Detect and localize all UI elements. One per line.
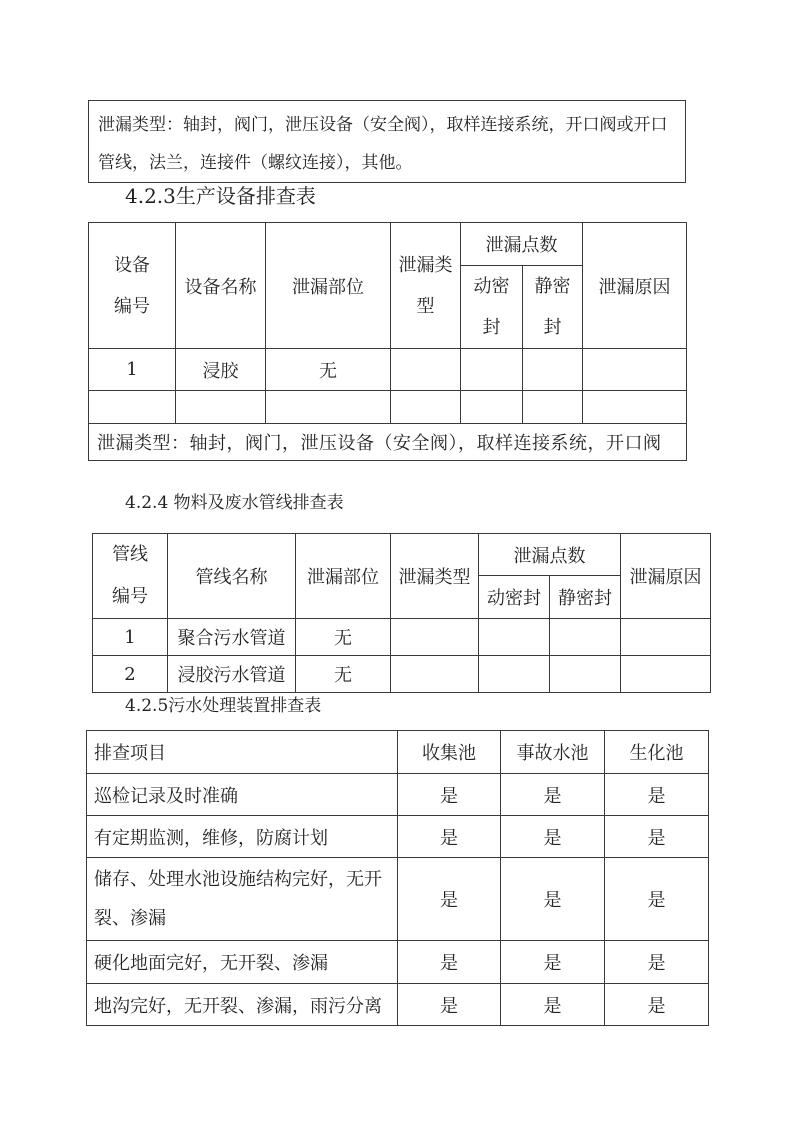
table-row (87, 816, 709, 858)
cell-value: 是 (501, 816, 605, 858)
header-leak-part: 泄漏部位 (266, 223, 391, 349)
header-text: 型 (416, 295, 435, 317)
header-text: 管线 (112, 544, 148, 565)
item-text-line-1: 储存、处理水池设施结构完好，无开 (94, 869, 382, 890)
table-row (87, 984, 709, 1026)
cell-value: 是 (605, 816, 709, 858)
leak-type-note-box (88, 100, 686, 183)
cell-leak-part: 无 (296, 656, 391, 693)
sewage-facility-inspection-table (86, 730, 709, 1026)
header-dynamic-seal: 动密封 (479, 576, 550, 619)
cell-value: 是 (605, 858, 709, 941)
section-heading-4-2-4: 4.2.4 物料及废水管线排查表 (125, 493, 344, 513)
header-emergency-tank: 事故水池 (501, 731, 605, 774)
header-equipment-id (89, 223, 176, 349)
cell-value: 是 (605, 941, 709, 984)
cell-leak-cause (583, 349, 687, 391)
header-static-seal (523, 266, 583, 349)
cell-value: 是 (501, 941, 605, 984)
section-heading-4-2-3: 4.2.3生产设备排查表 (125, 184, 316, 208)
cell-dynamic-seal (479, 656, 550, 693)
cell-leak-type (391, 656, 479, 693)
header-text: 封 (543, 317, 562, 338)
header-text: 泄漏类 (398, 254, 453, 276)
empty-cell (176, 391, 266, 424)
header-leak-part: 泄漏部位 (296, 534, 391, 619)
cell-pipeline-name: 浸胶污水管道 (168, 656, 296, 693)
cell-static-seal (550, 656, 621, 693)
header-leak-points: 泄漏点数 (461, 223, 583, 266)
pipeline-inspection-table (92, 533, 711, 693)
empty-cell (266, 391, 391, 424)
cell-leak-type (391, 349, 461, 391)
table-header-row (87, 731, 709, 774)
equipment-inspection-table (88, 222, 687, 461)
cell-pipeline-id: 2 (93, 656, 168, 693)
header-dynamic-seal (461, 266, 523, 349)
cell-inspection-item: 硬化地面完好，无开裂、渗漏 (87, 941, 398, 984)
cell-leak-part: 无 (266, 349, 391, 391)
cell-value: 是 (605, 774, 709, 816)
header-text: 静密 (534, 276, 571, 297)
empty-cell (461, 391, 523, 424)
header-equipment-name: 设备名称 (176, 223, 266, 349)
empty-cell (391, 391, 461, 424)
cell-value: 是 (501, 774, 605, 816)
table-row (87, 774, 709, 816)
cell-leak-cause (621, 656, 711, 693)
header-leak-cause: 泄漏原因 (583, 223, 687, 349)
empty-cell (583, 391, 687, 424)
header-leak-cause: 泄漏原因 (621, 534, 711, 619)
empty-cell (523, 391, 583, 424)
empty-cell (89, 391, 176, 424)
table-header-row (93, 534, 711, 576)
cell-leak-part: 无 (296, 619, 391, 656)
cell-value: 是 (501, 858, 605, 941)
cell-static-seal (523, 349, 583, 391)
cell-value: 是 (501, 984, 605, 1026)
cell-leak-type (391, 619, 479, 656)
header-text: 设备 (114, 254, 150, 276)
header-static-seal: 静密封 (550, 576, 621, 619)
cell-inspection-item: 有定期监测，维修，防腐计划 (87, 816, 398, 858)
cell-value: 是 (398, 816, 501, 858)
header-leak-type (391, 223, 461, 349)
table-row (93, 656, 711, 693)
cell-inspection-item (87, 858, 398, 941)
header-text: 编号 (114, 295, 150, 317)
header-text: 动密 (473, 276, 510, 297)
cell-dynamic-seal (461, 349, 523, 391)
cell-value: 是 (605, 984, 709, 1026)
table-row (93, 619, 711, 656)
cell-dynamic-seal (479, 619, 550, 656)
table-header-row (89, 223, 687, 266)
cell-value: 是 (398, 774, 501, 816)
header-collection-tank: 收集池 (398, 731, 501, 774)
header-inspection-item: 排查项目 (87, 731, 398, 774)
table-row-empty (89, 391, 687, 424)
table-row (89, 349, 687, 391)
cell-value: 是 (398, 984, 501, 1026)
header-leak-points: 泄漏点数 (479, 534, 621, 576)
leak-type-note-line-1: 泄漏类型：轴封，阀门，泄压设备（安全阀），取样连接系统，开口阀或开口 (98, 115, 668, 135)
table-row (87, 858, 709, 941)
item-text-line-2: 裂、渗漏 (94, 908, 166, 929)
header-text: 编号 (112, 586, 148, 607)
header-leak-type: 泄漏类型 (391, 534, 479, 619)
cell-pipeline-id: 1 (93, 619, 168, 656)
cell-equipment-id: 1 (89, 349, 176, 391)
leak-type-note: 泄漏类型：轴封，阀门，泄压设备（安全阀），取样连接系统，开口阀 (89, 424, 687, 461)
cell-equipment-name: 浸胶 (176, 349, 266, 391)
cell-pipeline-name: 聚合污水管道 (168, 619, 296, 656)
table-note-row (89, 424, 687, 461)
cell-leak-cause (621, 619, 711, 656)
header-pipeline-name: 管线名称 (168, 534, 296, 619)
cell-static-seal (550, 619, 621, 656)
cell-inspection-item: 巡检记录及时准确 (87, 774, 398, 816)
leak-type-note-line-2: 管线，法兰，连接件（螺纹连接），其他。 (98, 153, 413, 173)
header-text: 封 (482, 317, 501, 338)
cell-value: 是 (398, 858, 501, 941)
cell-value: 是 (398, 941, 501, 984)
header-pipeline-id (93, 534, 168, 619)
cell-inspection-item: 地沟完好，无开裂、渗漏，雨污分离 (87, 984, 398, 1026)
section-heading-4-2-5: 4.2.5污水处理装置排查表 (125, 696, 322, 716)
header-biochemical-tank: 生化池 (605, 731, 709, 774)
table-row (87, 941, 709, 984)
